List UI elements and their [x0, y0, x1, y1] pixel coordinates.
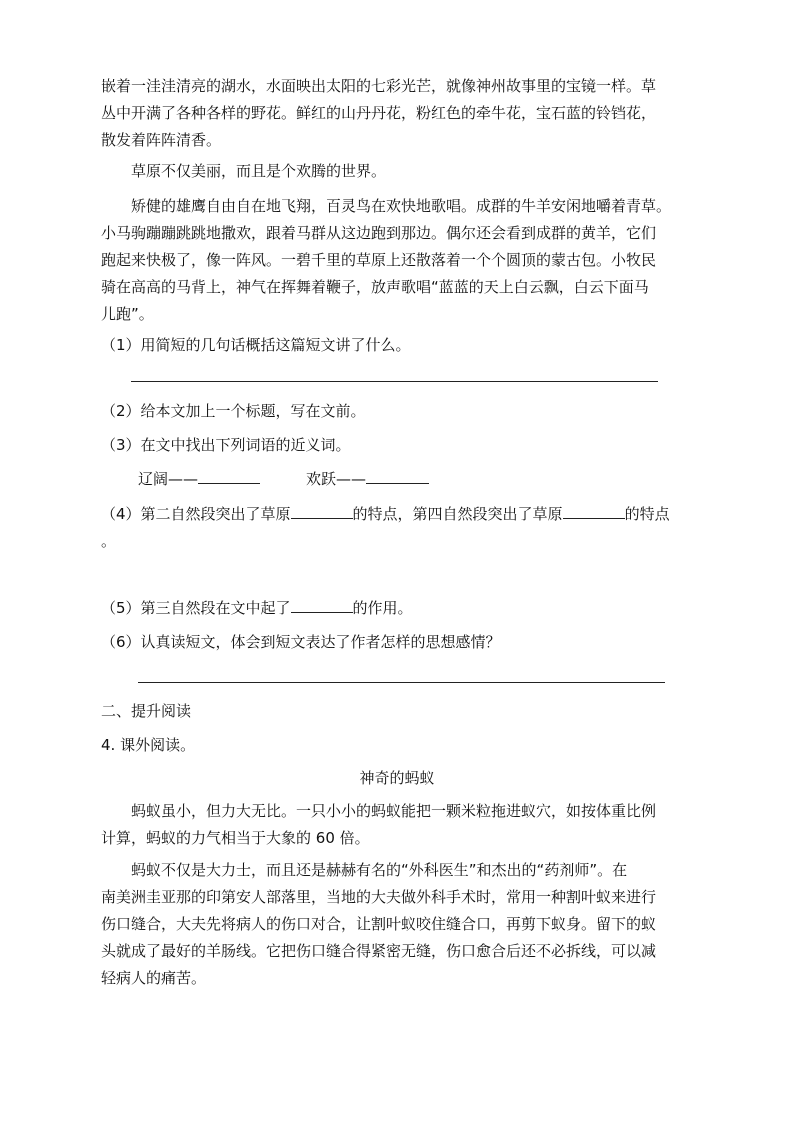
passage2-line: 轻病人的痛苦。 [101, 969, 207, 987]
question-4 [101, 502, 670, 526]
question-1: （1）用简短的几句话概括这篇短文讲了什么。 [101, 336, 411, 354]
synonym-item-2 [306, 467, 429, 491]
synonym-word: 辽阔—— [138, 470, 199, 488]
question-4-blank-2[interactable] [563, 502, 625, 519]
section-item: 4. 课外阅读。 [101, 736, 196, 754]
passage1-line: 跑起来快极了，像一阵风。一碧千里的草原上还散落着一个个圆顶的蒙古包。小牧民 [101, 251, 657, 269]
answer-line-1[interactable] [131, 381, 658, 382]
passage2-line: 伤口缝合，大夫先将病人的伤口对合，让割叶蚁咬住缝合口，再剪下蚁身。留下的蚁 [101, 915, 657, 933]
passage2-line: 头就成了最好的羊肠线。它把伤口缝合得紧密无缝，伤口愈合后还不必拆线，可以减 [101, 942, 657, 960]
synonym-blank-1[interactable] [198, 467, 260, 484]
synonym-word: 欢跃—— [306, 470, 367, 488]
passage2-line: 计算，蚂蚁的力气相当于大象的 60 倍。 [101, 829, 370, 847]
question-3: （3）在文中找出下列词语的近义词。 [101, 436, 351, 454]
question-4-text: 的特点 [624, 505, 670, 523]
passage1-line: 矫健的雄鹰自由自在地飞翔，百灵鸟在欢快地歌唱。成群的牛羊安闲地嚼着青草。 [131, 197, 672, 215]
question-2: （2）给本文加上一个标题，写在文前。 [101, 402, 366, 420]
synonym-item-1 [138, 467, 260, 491]
passage1-line: 散发着阵阵清香。 [101, 131, 222, 149]
passage2-line: 南美洲圭亚那的印第安人部落里，当地的大夫做外科手术时，常用一种割叶蚁来进行 [101, 888, 657, 906]
passage1-line: 骑在高高的马背上，神气在挥舞着鞭子，放声歌唱“蓝蓝的天上白云飘，白云下面马 [101, 278, 649, 296]
passage1-line: 小马驹蹦蹦跳跳地撒欢，跟着马群从这边跑到那边。偶尔还会看到成群的黄羊，它们 [101, 224, 657, 242]
passage1-line: 嵌着一洼洼清亮的湖水，水面映出太阳的七彩光芒，就像神州故事里的宝镜一样。草 [101, 77, 657, 95]
question-5-text: 的作用。 [352, 599, 413, 617]
question-6: （6）认真读短文，体会到短文表达了作者怎样的思想感情？ [101, 633, 501, 651]
passage2-line: 蚂蚁不仅是大力士，而且还是赫赫有名的“外科医生”和杰出的“药剂师”。在 [131, 861, 628, 879]
question-4-end: 。 [101, 532, 117, 550]
question-4-text: 的特点，第四自然段突出了草原 [352, 505, 563, 523]
synonym-blank-2[interactable] [366, 467, 429, 484]
passage2-line: 蚂蚁虽小，但力大无比。一只小小的蚂蚁能把一颗米粒拖进蚁穴，如按体重比例 [131, 802, 657, 820]
answer-line-6[interactable] [138, 682, 665, 683]
question-5 [101, 596, 413, 620]
question-5-blank[interactable] [291, 596, 353, 613]
question-4-text: （4）第二自然段突出了草原 [101, 505, 291, 523]
passage1-line: 丛中开满了各种各样的野花。鲜红的山丹丹花，粉红色的牵牛花，宝石蓝的铃铛花， [101, 104, 657, 122]
section-heading: 二、提升阅读 [101, 702, 192, 720]
question-4-blank-1[interactable] [291, 502, 353, 519]
passage1-paragraph: 草原不仅美丽，而且是个欢腾的世界。 [131, 162, 387, 180]
passage2-title: 神奇的蚂蚁 [359, 769, 435, 787]
passage1-line: 儿跑”。 [101, 305, 154, 323]
question-5-text: （5）第三自然段在文中起了 [101, 599, 291, 617]
